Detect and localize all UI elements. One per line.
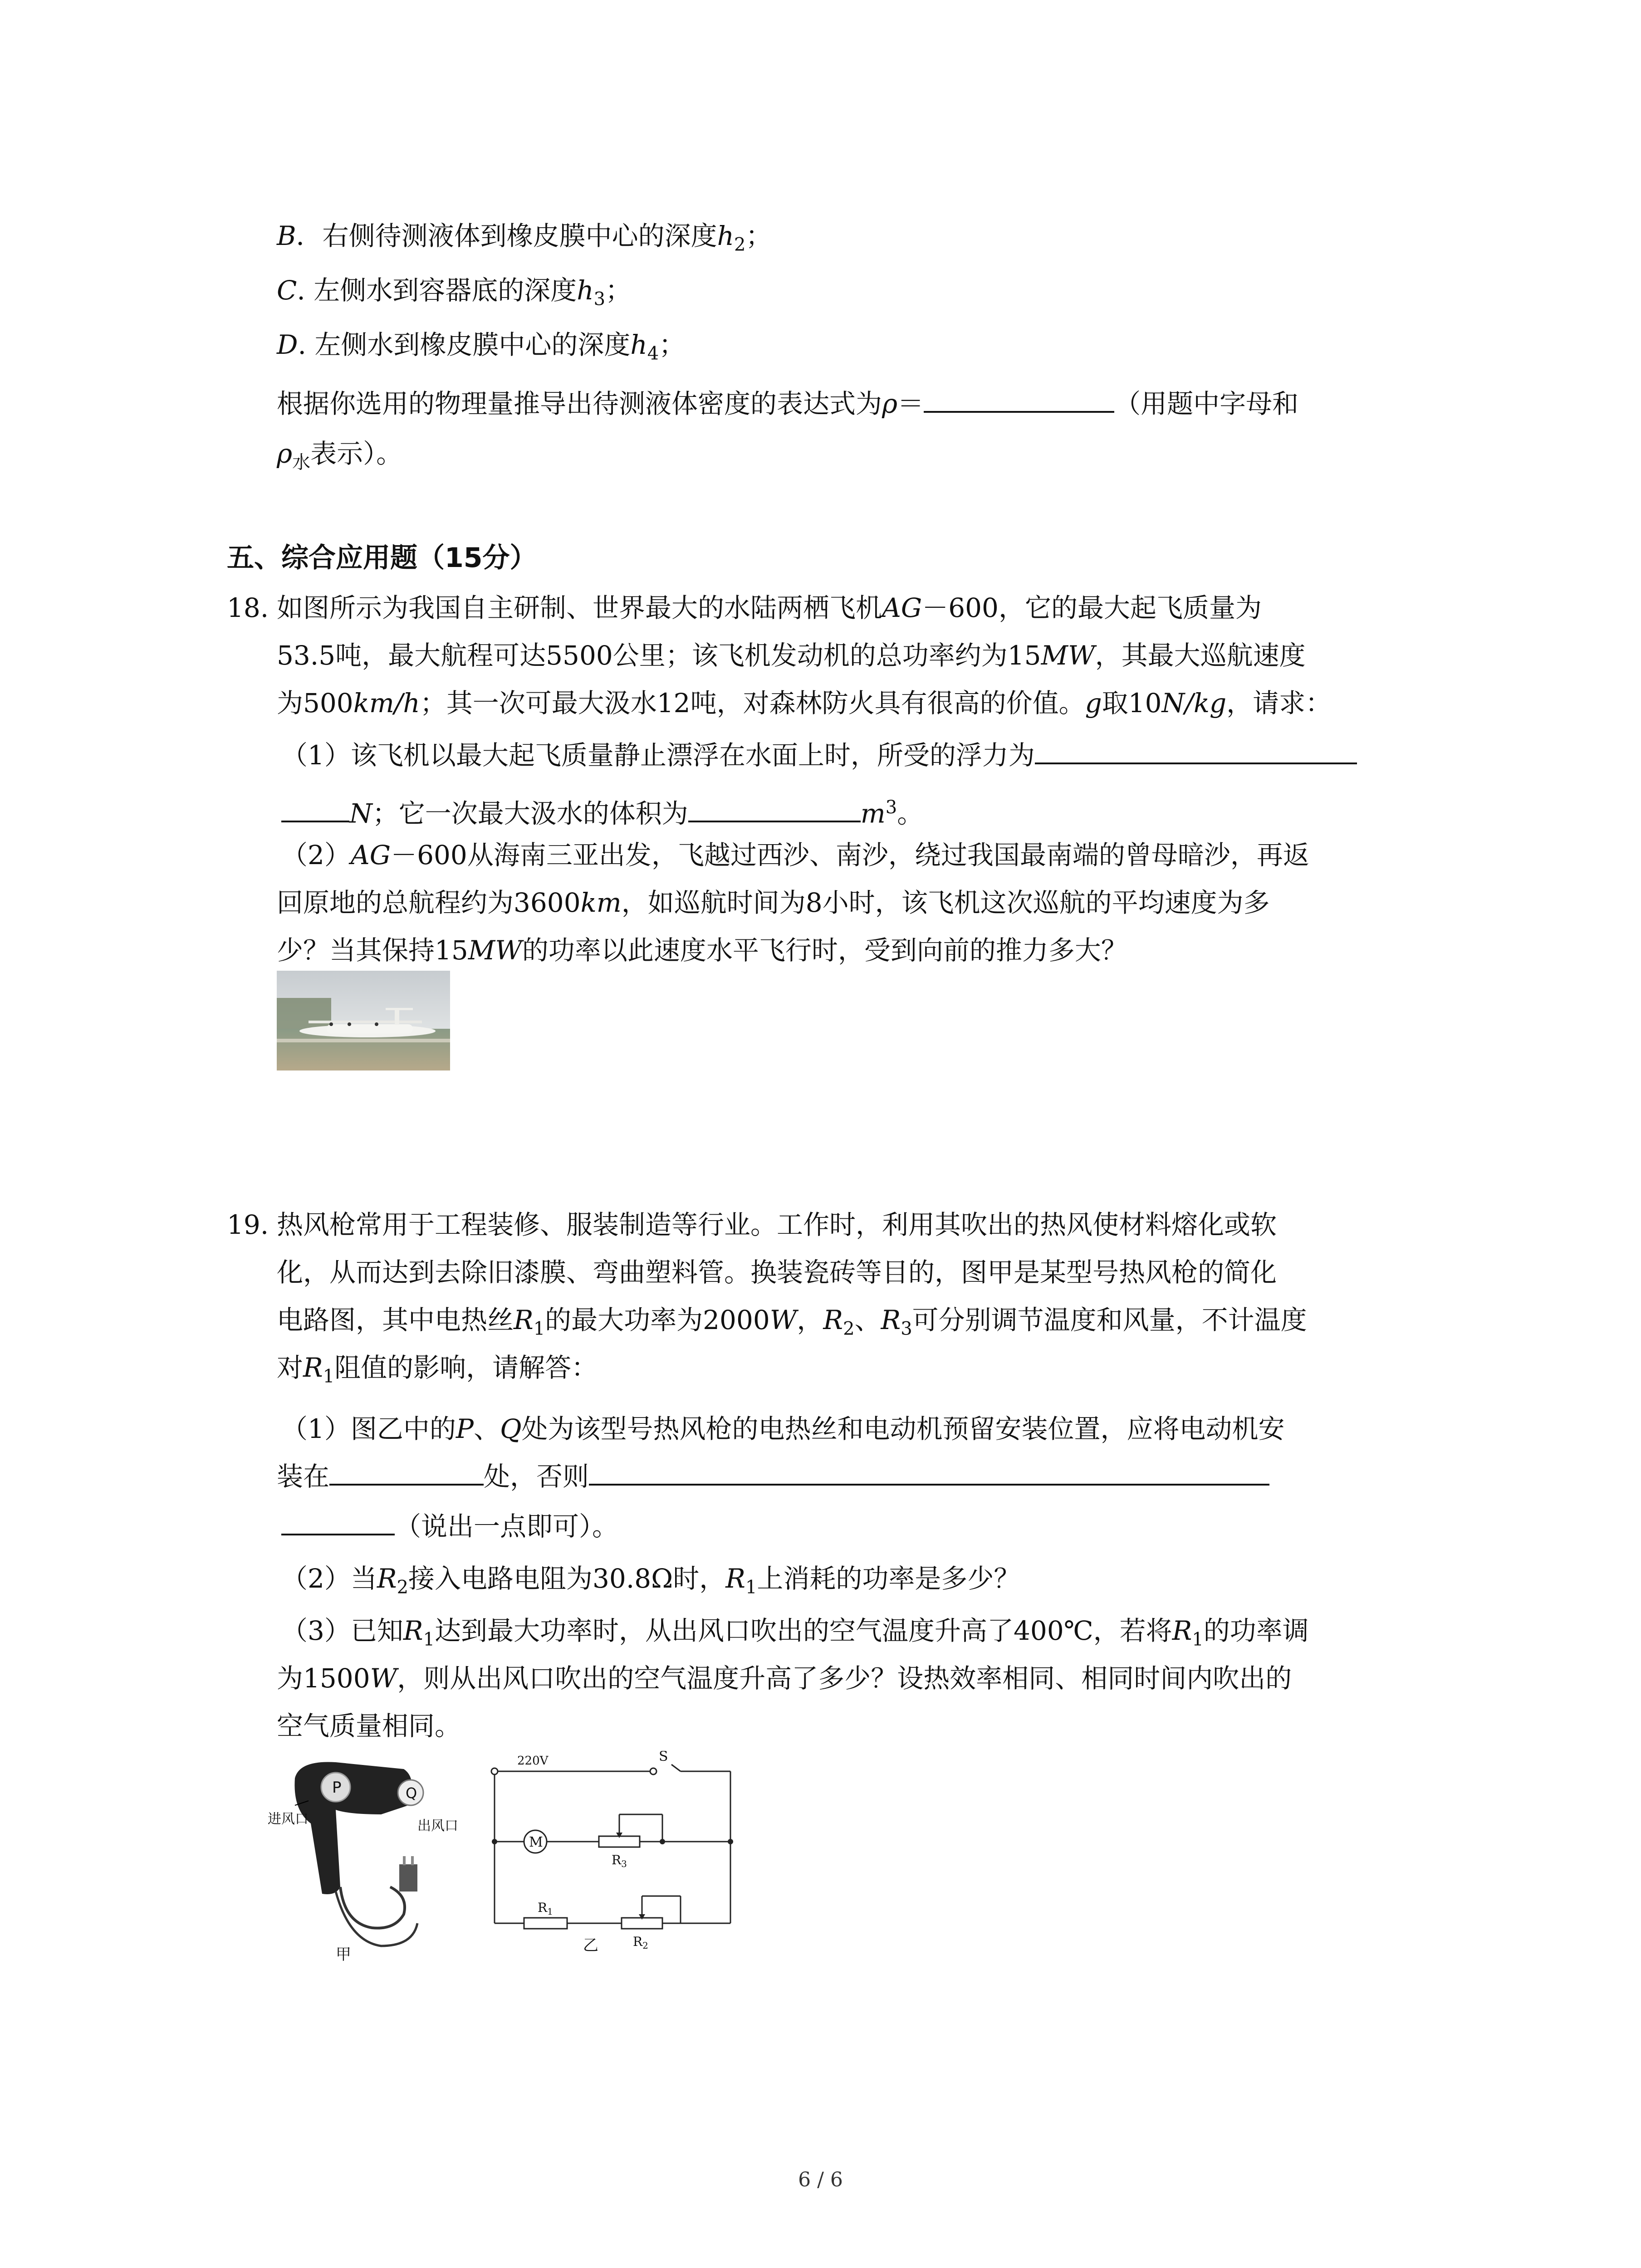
seaplane-photo (277, 971, 450, 1070)
q19-line-2: 化，从而达到去除旧漆膜、弯曲塑料管。换装瓷砖等目的，图甲是某型号热风枪的简化 (277, 1257, 1277, 1288)
q19-part-1: （1）图乙中的P、Q处为该型号热风枪的电热丝和电动机预留安装位置，应将电动机安 (281, 1413, 1285, 1444)
q19-line-3: 电路图，其中电热丝$R_1$的最大功率为2000W，$R_2$、$R_3$可分别调节温度和风量，不计温度 (277, 1305, 1307, 1339)
q18-line-1: 如图所示为我国自主研制、世界最大的水陆两栖飞机AG－600，它的最大起飞质量为 (277, 592, 1262, 623)
switch-label: S (659, 1751, 668, 1765)
r3-label: R (612, 1853, 622, 1867)
hot-air-gun-figure (268, 1751, 485, 1964)
r3-sub: 3 (621, 1858, 627, 1869)
q19-part-2: （2）当$R_2$接入电路电阻为30.8Ω时，$R_1$上消耗的功率是多少？ (281, 1563, 1020, 1598)
q19-part-1-end: （说出一点即可）。 (281, 1508, 618, 1545)
q19-part-3-line-2: 为1500W，则从出风口吹出的空气温度升高了多少？设热效率相同、相同时间内吹出的 (277, 1663, 1292, 1694)
svg-text:R3 (612, 1853, 627, 1869)
answer-blank[interactable] (924, 386, 1114, 413)
motor-label: M (529, 1834, 543, 1850)
density-expression-line: 根据你选用的物理量推导出待测液体密度的表达式为ρ＝ （用题中字母和 (277, 386, 1298, 422)
r1-sub: 1 (547, 1906, 553, 1917)
q19-part-3-line-3: 空气质量相同。 (277, 1711, 461, 1741)
answer-blank[interactable] (329, 1458, 484, 1486)
q18-line-3: 为500km/h；其一次可最大汲水12吨，对森林防火具有很高的价值。g取10N/kg，请求： (277, 688, 1332, 719)
q19-line-4: 对$R_1$阻值的影响，请解答： (277, 1352, 598, 1387)
q19-part-1-cont: 装在 处，否则 (277, 1458, 1269, 1495)
circuit-diagram (481, 1751, 744, 1960)
q18-line-2: 53.5吨，最大航程可达5500公里；该飞机发动机的总功率约为15MW，其最大巡航速度 (277, 640, 1306, 671)
option-d: D. 左侧水到橡皮膜中心的深度$h_4$； (277, 329, 686, 364)
q18-part-2: （2）AG－600从海南三亚出发，飞越过西沙、南沙，绕过我国最南端的曾母暗沙，再返 (281, 840, 1309, 870)
section-title: 五、综合应用题（15分） (227, 542, 537, 574)
voltage-label: 220V (517, 1754, 549, 1768)
figure-yi-label: 乙 (583, 1936, 598, 1955)
outlet-label: 出风口 (417, 1818, 458, 1834)
q18-part-1: （1）该飞机以最大起飞质量静止漂浮在水面上时，所受的浮力为 (281, 737, 1357, 773)
answer-blank[interactable] (281, 795, 349, 822)
inlet-label: 进风口 (268, 1811, 309, 1827)
answer-blank[interactable] (281, 1508, 395, 1535)
q19-part-3: （3）已知$R_1$达到最大功率时，从出风口吹出的空气温度升高了400℃，若将$R_1$的功率调 (281, 1615, 1309, 1650)
density-expression-line-2: $\rho_水$表示）。 (277, 438, 403, 473)
answer-blank[interactable] (1035, 737, 1357, 764)
page-number: 6 / 6 (798, 2168, 843, 2191)
r2-label: R (633, 1934, 643, 1949)
option-c: C. 左侧水到容器底的深度$h_3$； (277, 275, 632, 310)
answer-blank[interactable] (589, 1458, 1269, 1486)
option-b: B．右侧待测液体到橡皮膜中心的深度$h_2$； (277, 220, 772, 255)
q18-part-1-cont: N；它一次最大汲水的体积为 $m^3$。 (281, 789, 923, 831)
r1-label: R (538, 1900, 548, 1915)
q19-line-1: 热风枪常用于工程装修、服装制造等行业。工作时，利用其吹出的热风使材料熔化或软 (277, 1209, 1277, 1240)
svg-text:R2 (633, 1934, 648, 1951)
q18-part-2-line-3: 少？当其保持15MW的功率以此速度水平飞行时，受到向前的推力多大？ (277, 935, 1127, 966)
question-number: 19. (227, 1209, 269, 1240)
svg-text:R1 (538, 1900, 553, 1917)
label-p: P (332, 1779, 342, 1797)
figure-jia-label: 甲 (336, 1945, 351, 1964)
q18-part-2-line-2: 回原地的总航程约为3600km，如巡航时间为8小时，该飞机这次巡航的平均速度为多 (277, 887, 1270, 918)
question-number: 18. (227, 592, 269, 623)
r2-sub: 2 (642, 1940, 648, 1951)
label-q: Q (406, 1784, 417, 1802)
answer-blank[interactable] (688, 795, 861, 822)
